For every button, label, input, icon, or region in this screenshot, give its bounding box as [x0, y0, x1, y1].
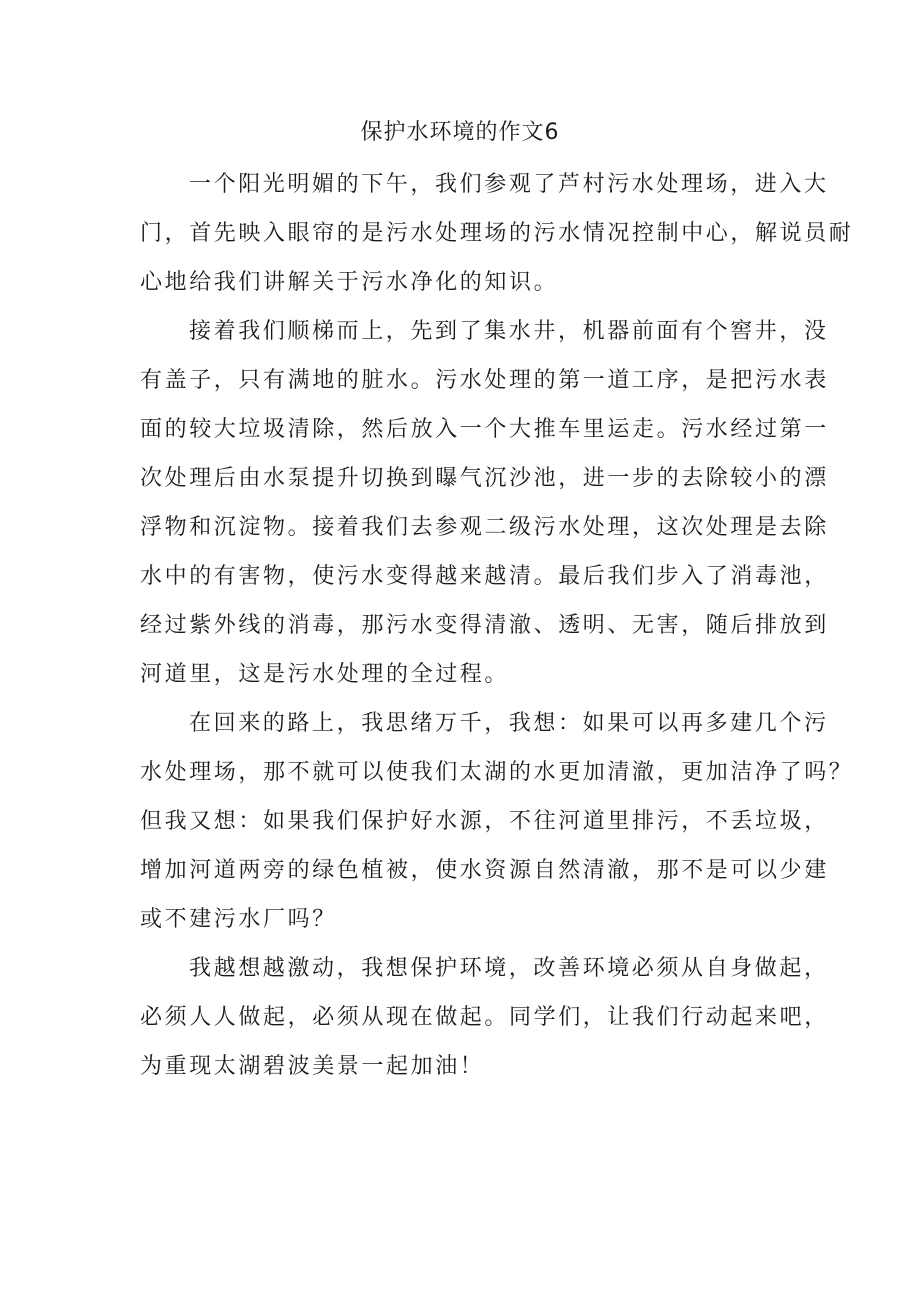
- paragraph-line: 次处理后由水泵提升切换到曝气沉沙池，进一步的去除较小的漂: [140, 466, 829, 491]
- paragraph-line: 心地给我们讲解关于污水净化的知识。: [140, 270, 559, 295]
- paragraph-3: [140, 699, 854, 944]
- paragraph-line: 有盖子，只有满地的脏水。污水处理的第一道工序，是把污水表: [140, 368, 829, 393]
- paragraph-line: 河道里，这是污水处理的全过程。: [140, 662, 510, 687]
- paragraph-line: 增加河道两旁的绿色植被，使水资源自然清澈，那不是可以少建: [140, 858, 829, 883]
- paragraph-2: [140, 307, 829, 699]
- document-title: 保护水环境的作文6: [360, 120, 560, 145]
- paragraph-line: 浮物和沉淀物。接着我们去参观二级污水处理，这次处理是去除: [140, 515, 829, 540]
- paragraph-line: 为重现太湖碧波美景一起加油！: [140, 1054, 485, 1079]
- paragraph-line: 门，首先映入眼帘的是污水处理场的污水情况控制中心，解说员耐: [140, 221, 854, 246]
- paragraph-line: 我越想越激动，我想保护环境，改善环境必须从自身做起，: [189, 956, 829, 981]
- paragraph-line: 或不建污水厂吗？: [140, 907, 337, 932]
- paragraph-4: [140, 944, 829, 1091]
- paragraph-line: 水处理场，那不就可以使我们太湖的水更加清澈，更加洁净了吗？: [140, 760, 854, 785]
- paragraph-line: 经过紫外线的消毒，那污水变得清澈、透明、无害，随后排放到: [140, 613, 829, 638]
- paragraph-line: 必须人人做起，必须从现在做起。同学们，让我们行动起来吧，: [140, 1005, 829, 1030]
- paragraph-line: 但我又想：如果我们保护好水源，不往河道里排污，不丢垃圾，: [140, 809, 829, 834]
- paragraph-1: [140, 160, 854, 307]
- paragraph-line: 一个阳光明媚的下午，我们参观了芦村污水处理场，进入大: [189, 172, 829, 197]
- paragraph-line: 面的较大垃圾清除，然后放入一个大推车里运走。污水经过第一: [140, 417, 829, 442]
- document-body: [140, 160, 854, 1091]
- paragraph-line: 在回来的路上，我思绪万千，我想：如果可以再多建几个污: [189, 711, 829, 736]
- paragraph-line: 水中的有害物，使污水变得越来越清。最后我们步入了消毒池，: [140, 564, 829, 589]
- paragraph-line: 接着我们顺梯而上，先到了集水井，机器前面有个窖井，没: [189, 319, 829, 344]
